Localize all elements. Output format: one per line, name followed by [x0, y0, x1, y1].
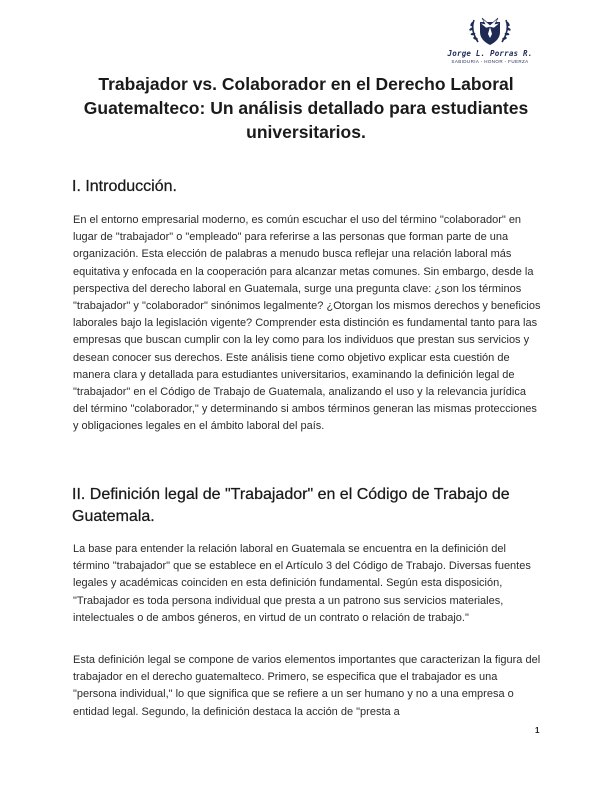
logo-name: Jorge L. Porras R.	[447, 49, 533, 58]
paragraph-definicion-1: La base para entender la relación laboral en Guatemala se encuentra en la definición del término "trabajador" que se establece en el Artículo 3 del Código de Trabajo. Diversas fuentes legales y académicas coinciden en esta definición fundamental. Según esta disposición, "Trabajador es toda persona individual que presta a un patrono sus servicios materiales, intelectuales o de ambos géneros, en virtud de un contrato o relación de trabajo."	[73, 543, 531, 624]
page-number: 1	[535, 726, 540, 735]
paragraph-definicion-2: Esta definición legal se compone de varios elementos importantes que caracterizan la figura del trabajador en el derecho guatemalteco. Primero, se especifica que el trabajador es una "persona individual," lo que significa que se refiere a un ser humano y no a una empresa o entidad legal. Segundo, la definición destaca la acción de "presta a	[73, 654, 541, 718]
section-heading-definicion-legal: II. Definición legal de "Trabajador" en el Código de Trabajo de Guatemala.	[72, 486, 510, 525]
eagle-shield-icon	[466, 12, 514, 48]
section-heading-introduccion: I. Introducción.	[72, 178, 177, 195]
document-title: Trabajador vs. Colaborador en el Derecho Laboral Guatemalteco: Un análisis detallado para estudiantes universitarios.	[83, 74, 529, 142]
paragraph-introduccion: En el entorno empresarial moderno, es común escuchar el uso del término "colaborador" en lugar de "trabajador" o "empleado" para referirse a las personas que forman parte de una organización. Esta elección de palabras a menudo busca reflejar una relación laboral más equitativa y enfocada en la cooperación para alcanzar metas comunes. Sin embargo, desde la perspectiva del derecho laboral en Guatemala, surge una pregunta clave: ¿son los términos "trabajador" y "colaborador" sinónimos legalmente? ¿Otorgan los mismos derechos y beneficios laborales bajo la legislación vigente? Comprender esta distinción es fundamental tanto para las empresas que buscan cumplir con la ley como para los individuos que prestan sus servicios y desean conocer sus derechos. Este análisis tiene como objetivo explicar esta cuestión de manera clara y detallada para estudiantes universitarios, examinando la definición legal de "trabajador" en el Código de Trabajo de Guatemala, analizando el uso y la relevancia jurídica del término "colaborador," y determinando si ambos términos generan las mismas protecciones y obligaciones legales en el ámbito laboral del país.	[73, 214, 541, 433]
logo	[440, 12, 540, 64]
logo-tagline: SABIDURIA - HONOR - FUERZA	[451, 59, 529, 64]
